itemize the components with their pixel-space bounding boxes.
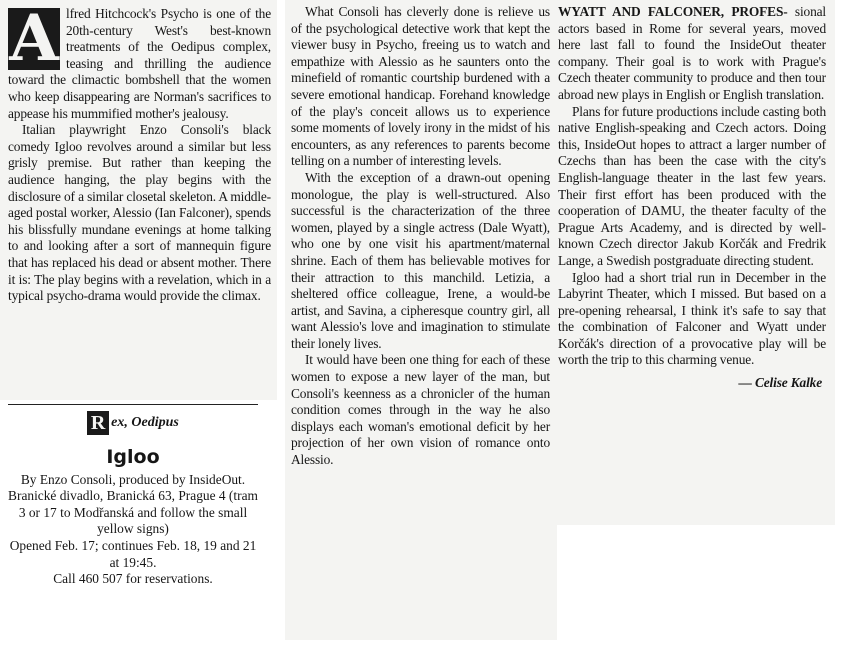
paragraph: Italian playwright Enzo Consoli's black comedy Igloo revolves around a similar but less grisly premise. But rather than keeping the audience hanging, the play begins with the disclosure of a similar closetal skeleton. A middle-aged postal worker, Alessio (Ian Falconer), spends his blissfully mundane evenings at home talking to and looking after a sort of mannequin figure that has replaced his dead or absent mother. There it is: The play begins with a revelation, which in a typical psycho-drama would provide the climax. xyxy=(8,122,271,304)
credits: By Enzo Consoli, produced by InsideOut. xyxy=(20,471,246,487)
paragraph-text: sional actors based in Rome for several years, moved here last fall to found the InsideOut theater company. Their goal is to work with Prague's Czech theater community to produce and then tour abroad new plays in English or English translation. xyxy=(558,4,827,102)
section-lead: WYATT AND FALCONER, PROFES- xyxy=(558,4,788,19)
venue: Branické divadlo, Branická 63, Prague 4 (tram 3 or 17 to Modřanská and follow the small yellow signs) xyxy=(8,488,258,537)
paragraph: It would have been one thing for each of these women to expose a new layer of the man, but Consoli's keenness as a chronicler of the human condition comes through in the way he also displays each woman's emotional deficit by her projection of her own vision of romance onto Alessio. xyxy=(291,352,550,468)
show-info-box xyxy=(8,404,258,638)
byline: — Celise Kalke xyxy=(738,375,822,391)
article-column-1 xyxy=(8,6,271,305)
paragraph: What Consoli has cleverly done is relieve us of the psychological detective work that kept the viewer busy in Psycho, freeing us to watch and empathize with Alessio as he saunters onto the minefield of romantic courtship burdened with a severe emotional handicap. Forehand knowledge of the play's conceit allows us to experience some moments of lovely irony in the midst of his encounters, as any references to parents become telling on a number of interesting levels. xyxy=(291,4,550,169)
divider xyxy=(8,404,258,405)
section-name: ex, Oedipus xyxy=(111,415,179,431)
paragraph: With the exception of a drawn-out opening monologue, the play is well-structured. Also successful is the characterization of the three women, played by a single actress (Dale Wyatt), who one by one visit his apartment/maternal shrine. Each of them has believable motives for their attraction to this manchild. Letizia, a sheltered office colleague, Irene, a would-be artist, and Savina, a cipheresque country girl, all want Alessio's love and imagination to stimulate their lonely lives. xyxy=(291,169,550,351)
paragraph: lfred Hitchcock's Psycho is one of the 20th-century West's best-known treatments of the Oedipus complex, teasing and thrilling the audience toward the climactic bombshell that the women who keep disappearing are Norman's sacrifices to appease his mummified mother's jealousy. xyxy=(8,6,271,121)
paragraph: Plans for future productions include casting both native English-speaking and Czech actors. Doing this, InsideOut hopes to attract a larger number of Czechs than has been the case with the city's English-language theater in the last few years. Their first effort has been produced with the cooperation of DAMU, the theater faculty of the Prague Arts Academy, and is directed by well-known Czech director Jakub Korčák and Fredrik Lange, a Swedish postgraduate directing student. xyxy=(558,103,826,268)
play-title: Igloo xyxy=(106,446,160,468)
dates: Opened Feb. 17; continues Feb. 18, 19 and 21 at 19:45. xyxy=(9,537,257,570)
section-header xyxy=(8,411,258,435)
article-column-2 xyxy=(291,4,550,469)
reservations: Call 460 507 for reservations. xyxy=(53,571,213,587)
paragraph xyxy=(558,4,826,104)
section-cap: R xyxy=(87,411,109,435)
paragraph: Igloo had a short trial run in December in the Labyrint Theater, which I missed. But based on a pre-opening rehearsal, I think it's safe to say that the combination of Falconer and Wyatt under Korčák's direction of a provocative play will be worth the trip to this charming venue. xyxy=(558,269,826,368)
drop-cap: A xyxy=(9,8,59,70)
article-column-3 xyxy=(558,4,826,392)
